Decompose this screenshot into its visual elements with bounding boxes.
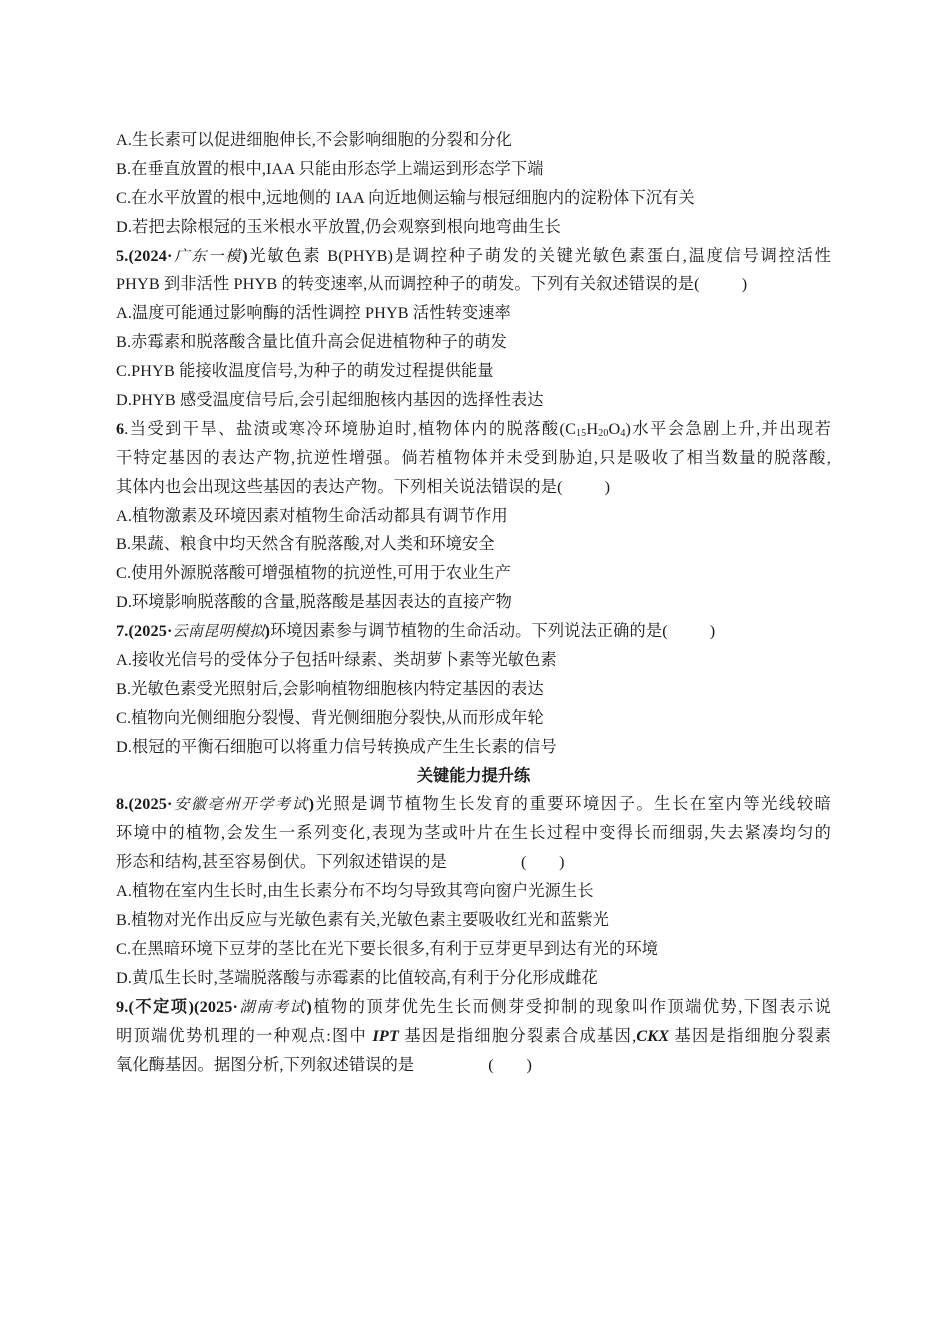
q7-source: 云南昆明模拟 [172,622,265,641]
q8-answer-blank[interactable]: ( ) [520,853,565,872]
q5-number: 5 [116,246,125,265]
q8-source: 安徽亳州开学考试 [172,795,309,814]
q7-option-d[interactable]: D.根冠的平衡石细胞可以将重力信号转换成产生生长素的信号 [116,737,557,756]
q8-stem-line-3: 形态和结构,甚至容易倒伏。下列叙述错误的是 ( ) [116,853,565,872]
q7-option-a[interactable]: A.接收光信号的受体分子包括叶绿素、类胡萝卜素等光敏色素 [116,651,557,670]
q6-stem-line-3: 其体内也会出现这些基因的表达产物。下列相关说法错误的是( ) [116,477,611,496]
q6-option-b[interactable]: B.果蔬、粮食中均天然含有脱落酸,对人类和环境安全 [116,535,495,554]
q5-source: 广东一模 [172,246,243,265]
q7-option-b[interactable]: B.光敏色素受光照射后,会影响植物细胞核内特定基因的表达 [116,679,544,698]
q9-tag: .(不定项) [124,997,195,1016]
q5-option-c[interactable]: C.PHYB 能接收温度信号,为种子的萌发过程提供能量 [116,362,494,381]
q9-stem-line-1: 9.(不定项)(2025·湖南考试)植物的顶芽优先生长而侧芽受抑制的现象叫作顶端优势,下图表示说 [116,997,831,1016]
q7-option-c[interactable]: C.植物向光侧细胞分裂慢、背光侧细胞分裂快,从而形成年轮 [116,708,544,727]
q7-number: 7 [116,622,125,641]
q9-answer-blank[interactable]: ( ) [488,1055,533,1074]
q5-option-a[interactable]: A.温度可能通过影响酶的活性调控 PHYB 活性转变速率 [116,304,511,323]
q9-number: 9 [116,997,125,1016]
q6-option-c[interactable]: C.使用外源脱落酸可增强植物的抗逆性,可用于农业生产 [116,564,512,583]
section-title: 关键能力提升练 [416,766,531,785]
q6-option-d[interactable]: D.环境影响脱落酸的含量,脱落酸是基因表达的直接产物 [116,593,512,612]
q6-option-a[interactable]: A.植物激素及环境因素对植物生命活动都具有调节作用 [116,506,508,525]
q8-stem-line-1: 8.(2025·安徽亳州开学考试)光照是调节植物生长发育的重要环境因子。生长在室内等光线较暗 [116,795,831,814]
q8-option-c[interactable]: C.在黑暗环境下豆芽的茎比在光下要长很多,有利于豆芽更早到达有光的环境 [116,939,659,958]
q4-option-d[interactable]: D.若把去除根冠的玉米根水平放置,仍会观察到根向地弯曲生长 [116,217,562,236]
q8-number: 8 [116,795,125,814]
q8-option-a[interactable]: A.植物在室内生长时,由生长素分布不均匀导致其弯向窗户光源生长 [116,882,594,901]
q4-option-c[interactable]: C.在水平放置的根中,远地侧的 IAA 向近地侧运输与根冠细胞内的淀粉体下沉有关 [116,188,695,207]
q8-option-b[interactable]: B.植物对光作出反应与光敏色素有关,光敏色素主要吸收红光和蓝紫光 [116,911,610,930]
q4-option-a[interactable]: A.生长素可以促进细胞伸长,不会影响细胞的分裂和分化 [116,131,512,149]
q8-stem-line-2: 环境中的植物,会发生一系列变化,表现为茎或叶片在生长过程中变得长而细弱,失去紧凑均匀的 [116,824,831,843]
q7-stem-line-1: 7.(2025·云南昆明模拟)环境因素参与调节植物的生命活动。下列说法正确的是( ) [116,622,716,641]
q5-option-d[interactable]: D.PHYB 感受温度信号后,会引起细胞核内基因的选择性表达 [116,391,544,410]
q6-stem-line-2: 干特定基因的表达产物,抗逆性增强。倘若植物体并未受到胁迫,只是吸收了相当数量的脱落酸, [116,448,831,467]
q8-option-d[interactable]: D.黄瓜生长时,茎端脱落酸与赤霉素的比值较高,有利于分化形成雌花 [116,968,598,987]
q4-option-b[interactable]: B.在垂直放置的根中,IAA 只能由形态学上端运到形态学下端 [116,159,544,178]
gene-ckx: CKX [636,1026,670,1045]
q6-number: 6 [116,419,125,438]
q9-source: 湖南考试 [238,997,307,1016]
q9-stem-line-2: 明顶端优势机理的一种观点:图中 IPT 基因是指细胞分裂素合成基因,CKX 基因是指细胞分裂素 [116,1026,831,1045]
question-page [116,126,836,1079]
q5-option-b[interactable]: B.赤霉素和脱落酸含量比值升高会促进植物种子的萌发 [116,333,507,352]
q9-stem-line-3: 氧化酶基因。据图分析,下列叙述错误的是 ( ) [116,1055,533,1074]
q5-stem-line-2: PHYB 到非活性 PHYB 的转变速率,从而调控种子的萌发。下列有关叙述错误的是( ) [116,275,748,294]
q6-stem-line-1: 6.当受到干旱、盐渍或寒冷环境胁迫时,植物体内的脱落酸$(C_{15}H_{20}O_4)$水平会急剧上升,并出现若 [116,419,832,439]
gene-ipt: IPT [372,1026,399,1045]
q5-stem-line-1: 5.(2024·广东一模)光敏色素 B(PHYB)是调控种子萌发的关键光敏色素蛋白,温度信号调控活性 [116,246,831,265]
